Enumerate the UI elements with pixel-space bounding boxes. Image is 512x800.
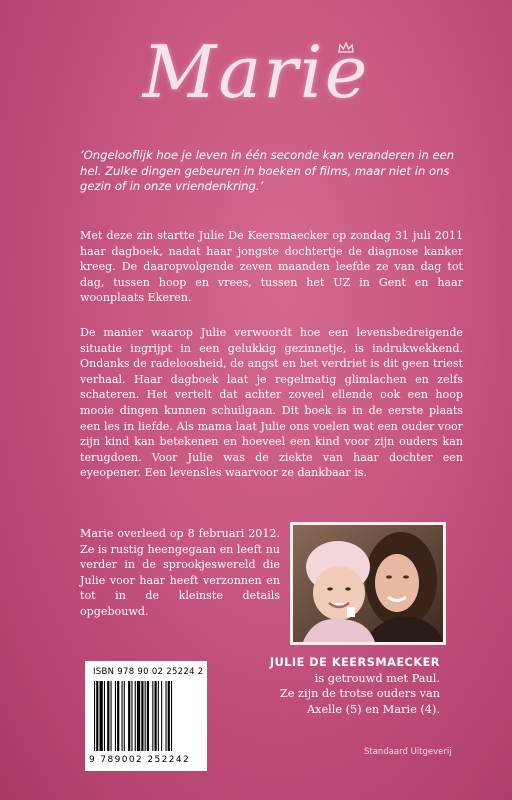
publisher-name: Standaard Uitgeverij [364, 747, 452, 757]
blurb-paragraph-2: De manier waarop Julie verwoordt hoe een levensbedreigende situatie ingrijpt in een gelukkig gezinnetje, is indrukwekkend. Ondanks de radeloosheid, de angst en het verdriet is dit geen triest verhaal. Haar dagboek laat je regelmatig glimlachen en zelfs schateren. Het vertelt dat achter zoveel ellende ook een hoop mooie dingen kunnen schuilgaan. Dit boek is in de eerste plaats een les in liefde. Als mama laat Julie ons voelen wat een ouder voor zijn kind kan betekenen en hoeveel een kind voor zijn ouders kan terugdoen. Voor Julie was de ziekte van haar dochter een eyeopener. Een levensles waarvoor ze dankbaar is. [80, 326, 463, 480]
author-bio-line-2: Ze zijn de trotse ouders van [279, 687, 440, 700]
crown-icon [338, 42, 354, 54]
author-name: JULIE DE KEERSMAECKER [269, 656, 440, 669]
isbn-number: ISBN 978 90 02 25224 2 [93, 667, 204, 677]
barcode [85, 661, 207, 771]
book-title: Marie [142, 30, 370, 114]
blurb-paragraph-3: Marie overleed op 8 februari 2012. Ze is rustig heengegaan en leeft nu verder in de sprookjeswereld die Julie voor haar heeft verzonnen en tot in de kleinste details opgebouwd. [80, 527, 280, 618]
author-photo [290, 522, 446, 645]
author-bio-line-1: is getrouwd met Paul. [314, 671, 440, 685]
ean-number: 9 789002 252242 [89, 755, 191, 765]
author-bio [230, 655, 440, 717]
author-bio-line-3: Axelle (5) en Marie (4). [306, 702, 440, 716]
barcode-bars [94, 681, 204, 753]
opening-quote: ‘Ongelooflijk hoe je leven in één seconde kan veranderen in een hel. Zulke dingen gebeuren in boeken of films, maar niet in ons gezin of in onze vriendenkring.’ [80, 148, 455, 193]
blurb-paragraph-1: Met deze zin startte Julie De Keersmaecker op zondag 31 juli 2011 haar dagboek, nadat haar jongste dochtertje de diagnose kanker kreeg. De daaropvolgende zeven maanden leefde ze van dag tot dag, tussen hoop en vrees, tussen het UZ in Gent en haar woonplaats Ekeren. [80, 229, 463, 305]
